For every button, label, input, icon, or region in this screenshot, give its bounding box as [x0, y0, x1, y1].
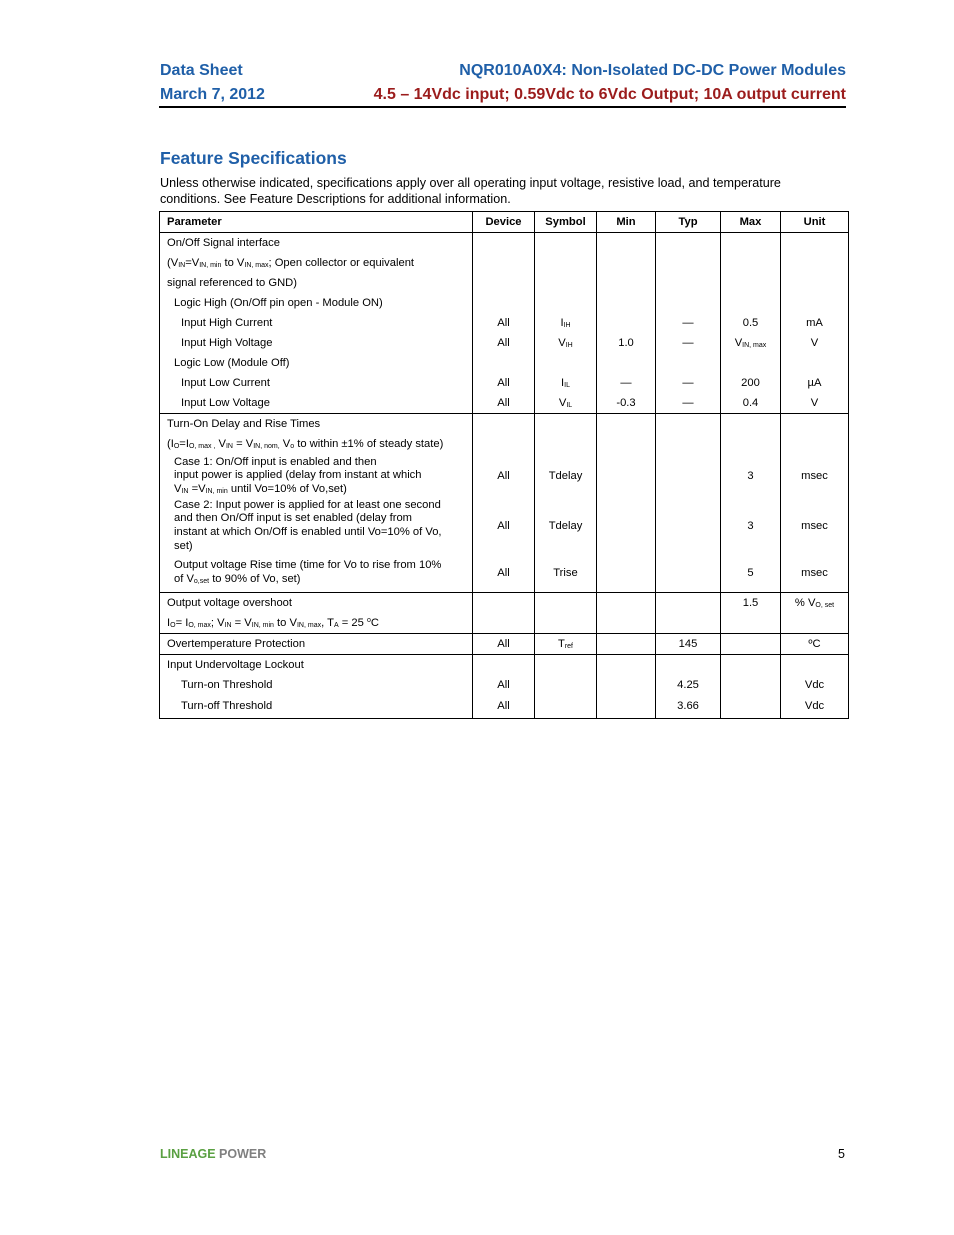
unit-cell: msec: [781, 498, 849, 554]
turnon-title: Turn-On Delay and Rise Times: [160, 414, 473, 435]
header-divider: [159, 106, 846, 108]
param-cell: Input Low Voltage: [160, 393, 473, 414]
table-row: [160, 414, 849, 435]
doc-type: Data Sheet: [160, 62, 243, 79]
unit-cell: Vdc: [781, 675, 849, 695]
overshoot-condition: $I_O= I_{O, max}$; $V_{IN} = V_{IN, min}$ to $V_{IN, max}$, $T_A = 25$ $^o$C: [160, 613, 473, 634]
table-row: [160, 373, 849, 393]
symbol-cell: $I_{IH}$: [535, 313, 597, 333]
typ-cell: 4.25: [656, 675, 721, 695]
device-cell: All: [473, 675, 535, 695]
min-cell: [597, 313, 656, 333]
onoff-title: On/Off Signal interface: [160, 233, 473, 254]
param-cell: Turn-off Threshold: [160, 695, 473, 719]
table-row: [160, 434, 849, 454]
device-cell: All: [473, 554, 535, 593]
param-cell: Input High Current: [160, 313, 473, 333]
max-cell: 200: [721, 373, 781, 393]
max-cell: 0.4: [721, 393, 781, 414]
product-title: NQR010A0X4: Non-Isolated DC-DC Power Modules: [459, 62, 846, 79]
table-row: [160, 393, 849, 414]
col-header-device: Device: [473, 212, 535, 233]
table-row: [160, 454, 849, 498]
min-cell: —: [597, 373, 656, 393]
intro-text: [160, 175, 850, 207]
device-cell: All: [473, 498, 535, 554]
unit-cell: V: [781, 393, 849, 414]
typ-cell: —: [656, 313, 721, 333]
unit-cell: msec: [781, 554, 849, 593]
table-row: [160, 613, 849, 634]
table-row: [160, 333, 849, 353]
max-cell: 3: [721, 498, 781, 554]
max-cell: 3: [721, 454, 781, 498]
table-row: [160, 498, 849, 554]
rise-time-description: Output voltage Rise time (time for Vo to rise from 10% of $V_{o,set}$ to 90% of Vo, set): [160, 554, 473, 593]
device-cell: All: [473, 373, 535, 393]
table-row: [160, 593, 849, 614]
symbol-cell: Tdelay: [535, 498, 597, 554]
onoff-condition: ($V_{IN}=V_{IN, min}$ to $V_{IN, max}$; Open collector or equivalent: [160, 253, 473, 273]
typ-cell: —: [656, 393, 721, 414]
symbol-cell: $T_{ref}$: [535, 634, 597, 655]
table-row: [160, 253, 849, 273]
device-cell: All: [473, 634, 535, 655]
unit-cell: mA: [781, 313, 849, 333]
table-row: [160, 313, 849, 333]
turnon-condition: ($I_O=I_{O, max ,}$ $V_{IN} = V_{IN, nom,}$ $V_o$ to within ±1% of steady state): [160, 434, 473, 454]
max-cell: 5: [721, 554, 781, 593]
min-cell: 1.0: [597, 333, 656, 353]
col-header-unit: Unit: [781, 212, 849, 233]
brand-power: POWER: [215, 1147, 267, 1161]
unit-cell: msec: [781, 454, 849, 498]
uvlo-title: Input Undervoltage Lockout: [160, 655, 473, 676]
device-cell: All: [473, 695, 535, 719]
table-row: [160, 353, 849, 373]
symbol-cell: $V_{IH}$: [535, 333, 597, 353]
table-row: [160, 695, 849, 719]
logic-high-label: Logic High (On/Off pin open - Module ON): [160, 293, 473, 313]
product-subtitle: 4.5 – 14Vdc input; 0.59Vdc to 6Vdc Output; 10A output current: [373, 86, 846, 103]
device-cell: All: [473, 393, 535, 414]
unit-cell: V: [781, 333, 849, 353]
case2-description: Case 2: Input power is applied for at least one second and then On/Off input is set enabled (delay from instant at which On/Off is enabled until Vo=10% of Vo, set): [160, 498, 473, 554]
device-cell: All: [473, 454, 535, 498]
unit-cell: µA: [781, 373, 849, 393]
table-row: [160, 675, 849, 695]
table-row: [160, 634, 849, 655]
table-row: [160, 293, 849, 313]
col-header-symbol: Symbol: [535, 212, 597, 233]
table-row: [160, 655, 849, 676]
doc-date: March 7, 2012: [160, 86, 265, 103]
col-header-parameter: Parameter: [160, 212, 473, 233]
logic-low-label: Logic Low (Module Off): [160, 353, 473, 373]
unit-cell: ºC: [781, 634, 849, 655]
unit-cell: % $V_{O, set}$: [781, 593, 849, 614]
param-cell: Turn-on Threshold: [160, 675, 473, 695]
col-header-max: Max: [721, 212, 781, 233]
brand-lineage: LINEAGE: [160, 1147, 216, 1161]
onoff-condition-line2: signal referenced to GND): [160, 273, 473, 293]
intro-line-2: conditions. See Feature Descriptions for additional information.: [160, 192, 511, 206]
symbol-cell: Trise: [535, 554, 597, 593]
symbol-cell: Tdelay: [535, 454, 597, 498]
symbol-cell: $V_{IL}$: [535, 393, 597, 414]
typ-cell: 3.66: [656, 695, 721, 719]
overshoot-title: Output voltage overshoot: [160, 593, 473, 614]
unit-cell: Vdc: [781, 695, 849, 719]
col-header-typ: Typ: [656, 212, 721, 233]
param-cell: Overtemperature Protection: [160, 634, 473, 655]
table-row: [160, 273, 849, 293]
device-cell: All: [473, 313, 535, 333]
device-cell: All: [473, 333, 535, 353]
page-number: 5: [838, 1147, 845, 1161]
max-cell: $V_{IN, max}$: [721, 333, 781, 353]
col-header-min: Min: [597, 212, 656, 233]
symbol-cell: $I_{IL}$: [535, 373, 597, 393]
table-row: [160, 554, 849, 593]
section-title: Feature Specifications: [160, 148, 347, 168]
table-header-row: [160, 212, 849, 233]
typ-cell: —: [656, 333, 721, 353]
footer-brand: [160, 1147, 266, 1161]
typ-cell: 145: [656, 634, 721, 655]
feature-spec-table: [159, 211, 849, 719]
case1-description: Case 1: On/Off input is enabled and then input power is applied (delay from instant at which $V_{IN} =V_{IN, min}$ until Vo=10% of Vo,set): [160, 454, 473, 498]
typ-cell: —: [656, 373, 721, 393]
max-cell: 0.5: [721, 313, 781, 333]
param-cell: Input High Voltage: [160, 333, 473, 353]
table-row: [160, 233, 849, 254]
param-cell: Input Low Current: [160, 373, 473, 393]
intro-line-1: Unless otherwise indicated, specifications apply over all operating input voltage, resistive load, and temperature: [160, 176, 781, 190]
max-cell: 1.5: [721, 593, 781, 614]
min-cell: -0.3: [597, 393, 656, 414]
